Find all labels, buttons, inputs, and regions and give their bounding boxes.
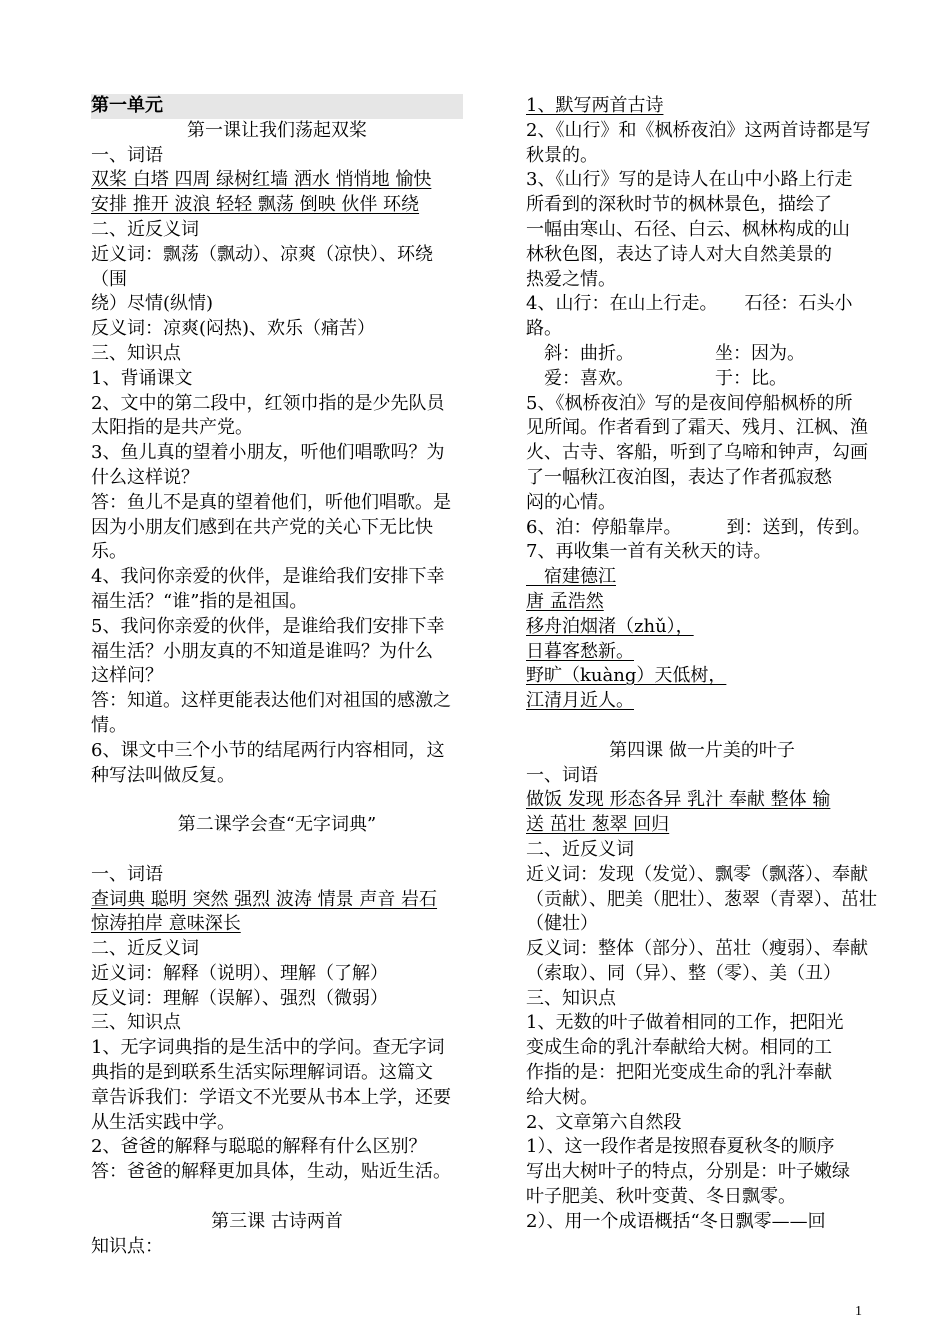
right-line: 野旷（kuàng）天低树， bbox=[526, 665, 727, 687]
left-line: 反义词：凉爽(闷热)、欢乐（痛苦） bbox=[91, 318, 376, 340]
left-line: 三、知识点 bbox=[91, 1012, 181, 1034]
right-line: 三、知识点 bbox=[526, 987, 616, 1009]
left-column bbox=[91, 94, 463, 1259]
left-line: 2、爸爸的解释与聪聪的解释有什么区别？ bbox=[91, 1136, 427, 1158]
right-line: 给大树。 bbox=[526, 1086, 598, 1108]
left-line: 一、词语 bbox=[91, 863, 163, 885]
right-line bbox=[526, 714, 878, 739]
right-line: 火、古寺、客船，听到了乌啼和钟声，勾画 bbox=[526, 442, 868, 464]
right-line: 7、再收集一首有关秋天的诗。 bbox=[526, 541, 772, 563]
left-line: 什么这样说？ bbox=[91, 466, 199, 488]
left-line: 查词典 聪明 突然 强烈 波涛 情景 声音 岩石 bbox=[91, 888, 438, 910]
right-line: 斜：曲折。 坐：因为。 bbox=[526, 342, 805, 364]
left-line: 福生活？小朋友真的不知道是谁吗？为什么 bbox=[91, 640, 433, 662]
left-line: 第三课 古诗两首 bbox=[211, 1210, 343, 1232]
left-line: 这样问？ bbox=[91, 665, 163, 687]
right-line: 4、山行：在山上行走。 石径：石头小 bbox=[526, 293, 853, 315]
left-line: 因为小朋友们感到在共产党的关心下无比快 bbox=[91, 516, 433, 538]
left-line bbox=[91, 788, 463, 813]
left-line: 一、词语 bbox=[91, 144, 163, 166]
right-line: 了一幅秋江夜泊图，表达了作者孤寂愁 bbox=[526, 466, 832, 488]
left-line: 三、知识点 bbox=[91, 342, 181, 364]
right-line: 2、文章第六自然段 bbox=[526, 1111, 682, 1133]
right-line: 林秋色图，表达了诗人对大自然美景的 bbox=[526, 243, 832, 265]
left-line: 二、近反义词 bbox=[91, 938, 199, 960]
left-line: 福生活？“谁”指的是祖国。 bbox=[91, 590, 308, 612]
left-line: 2、文中的第二段中，红领巾指的是少先队员 bbox=[91, 392, 445, 414]
right-line: 反义词：整体（部分）、茁壮（瘦弱）、奉献 bbox=[526, 938, 868, 960]
left-line: 1、背诵课文 bbox=[91, 367, 193, 389]
right-line: 1、默写两首古诗 bbox=[526, 95, 664, 116]
left-line: 双桨 白塔 四周 绿树红墙 洒水 悄悄地 愉快 bbox=[91, 169, 432, 191]
left-line: 章告诉我们：学语文不光要从书本上学，还要 bbox=[91, 1086, 451, 1108]
right-line: 一、词语 bbox=[526, 764, 598, 786]
right-line: 日暮客愁新。 bbox=[526, 640, 634, 662]
right-line: 近义词：发现（发觉）、飘零（飘落）、奉献 bbox=[526, 863, 868, 885]
right-line: 江清月近人。 bbox=[526, 690, 634, 712]
left-line bbox=[91, 1185, 463, 1210]
left-line: 情。 bbox=[91, 714, 127, 736]
right-line: 唐 孟浩然 bbox=[526, 590, 604, 612]
left-line: 答：鱼儿不是真的望着他们，听他们唱歌。是 bbox=[91, 491, 451, 513]
right-line: 见所闻。作者看到了霜天、残月、江枫、渔 bbox=[526, 417, 868, 439]
left-line: 第一课让我们荡起双桨 bbox=[187, 119, 367, 141]
right-line: （索取）、同（异）、整（零）、美（丑） bbox=[526, 962, 841, 984]
left-line: 1、无字词典指的是生活中的学问。查无字词 bbox=[91, 1037, 445, 1059]
right-line: 二、近反义词 bbox=[526, 838, 634, 860]
right-line: （贡献）、肥美（肥壮）、葱翠（青翠）、茁壮 bbox=[526, 888, 877, 910]
right-line: 5、《枫桥夜泊》写的是夜间停船枫桥的所 bbox=[526, 392, 853, 414]
right-line: 一幅由寒山、石径、白云、枫林构成的山 bbox=[526, 218, 850, 240]
right-line: 6、泊：停船靠岸。 到：送到，传到。 bbox=[526, 516, 871, 538]
right-line: 爱：喜欢。 于：比。 bbox=[526, 367, 787, 389]
right-line: 变成生命的乳汁奉献给大树。相同的工 bbox=[526, 1037, 832, 1059]
left-line: 第一单元 bbox=[91, 94, 463, 119]
right-line: 闷的心情。 bbox=[526, 491, 616, 513]
left-line: 太阳指的是共产党。 bbox=[91, 417, 253, 439]
left-line: 惊涛拍岸 意味深长 bbox=[91, 913, 241, 935]
right-line: 1、无数的叶子做着相同的工作，把阳光 bbox=[526, 1012, 844, 1034]
left-line: 从生活实践中学。 bbox=[91, 1111, 235, 1133]
left-line: 第二课学会查“无字词典” bbox=[177, 814, 377, 836]
left-line: 5、我问你亲爱的伙伴，是谁给我们安排下幸 bbox=[91, 615, 445, 637]
left-line: 乐。 bbox=[91, 541, 127, 563]
left-line: 近义词：飘荡（飘动）、凉爽（凉快）、环绕（围 bbox=[91, 243, 433, 290]
left-line: 安排 推开 波浪 轻轻 飘荡 倒映 伙伴 环绕 bbox=[91, 194, 420, 216]
left-line: 3、鱼儿真的望着小朋友，听他们唱歌吗？为 bbox=[91, 442, 445, 464]
left-line: 种写法叫做反复。 bbox=[91, 764, 235, 786]
left-line: 答：知道。这样更能表达他们对祖国的感激之 bbox=[91, 690, 451, 712]
right-line: 做饭 发现 形态各异 乳汁 奉献 整体 输 bbox=[526, 789, 831, 811]
right-line: 1）、这一段作者是按照春夏秋冬的顺序 bbox=[526, 1136, 835, 1158]
right-line: 写出大树叶子的特点，分别是：叶子嫩绿 bbox=[526, 1161, 850, 1183]
left-line: 4、我问你亲爱的伙伴，是谁给我们安排下幸 bbox=[91, 566, 445, 588]
left-line: 绕）尽情(纵情) bbox=[91, 293, 214, 315]
right-line: 路。 bbox=[526, 318, 562, 340]
right-column bbox=[526, 94, 878, 1235]
page-number: 1 bbox=[855, 1304, 862, 1319]
right-line: 3、《山行》写的是诗人在山中小路上行走 bbox=[526, 169, 853, 191]
left-line: 近义词：解释（说明）、理解（了解） bbox=[91, 962, 388, 984]
right-line: 送 茁壮 葱翠 回归 bbox=[526, 814, 670, 836]
right-line: 秋景的。 bbox=[526, 144, 598, 166]
left-line bbox=[91, 838, 463, 863]
right-line: 2、《山行》和《枫桥夜泊》这两首诗都是写 bbox=[526, 119, 871, 141]
right-line: 第四课 做一片美的叶子 bbox=[609, 739, 795, 761]
left-line: 知识点： bbox=[91, 1235, 163, 1257]
left-line: 6、课文中三个小节的结尾两行内容相同，这 bbox=[91, 739, 445, 761]
right-line: 所看到的深秋时节的枫林景色，描绘了 bbox=[526, 194, 832, 216]
right-line: 移舟泊烟渚（zhǔ）， bbox=[526, 615, 694, 637]
right-line: 叶子肥美、秋叶变黄、冬日飘零。 bbox=[526, 1186, 796, 1208]
right-line: 热爱之情。 bbox=[526, 268, 616, 290]
left-line: 典指的是到联系生活实际理解词语。这篇文 bbox=[91, 1062, 433, 1084]
right-line: 2）、用一个成语概括“冬日飘零——回 bbox=[526, 1210, 826, 1232]
left-line: 答：爸爸的解释更加具体，生动，贴近生活。 bbox=[91, 1161, 451, 1183]
right-line: （健壮） bbox=[526, 913, 598, 935]
right-line: 作指的是：把阳光变成生命的乳汁奉献 bbox=[526, 1062, 832, 1084]
right-line: 宿建德江 bbox=[526, 566, 616, 588]
left-line: 二、近反义词 bbox=[91, 218, 199, 240]
left-line: 反义词：理解（误解）、强烈（微弱） bbox=[91, 987, 388, 1009]
